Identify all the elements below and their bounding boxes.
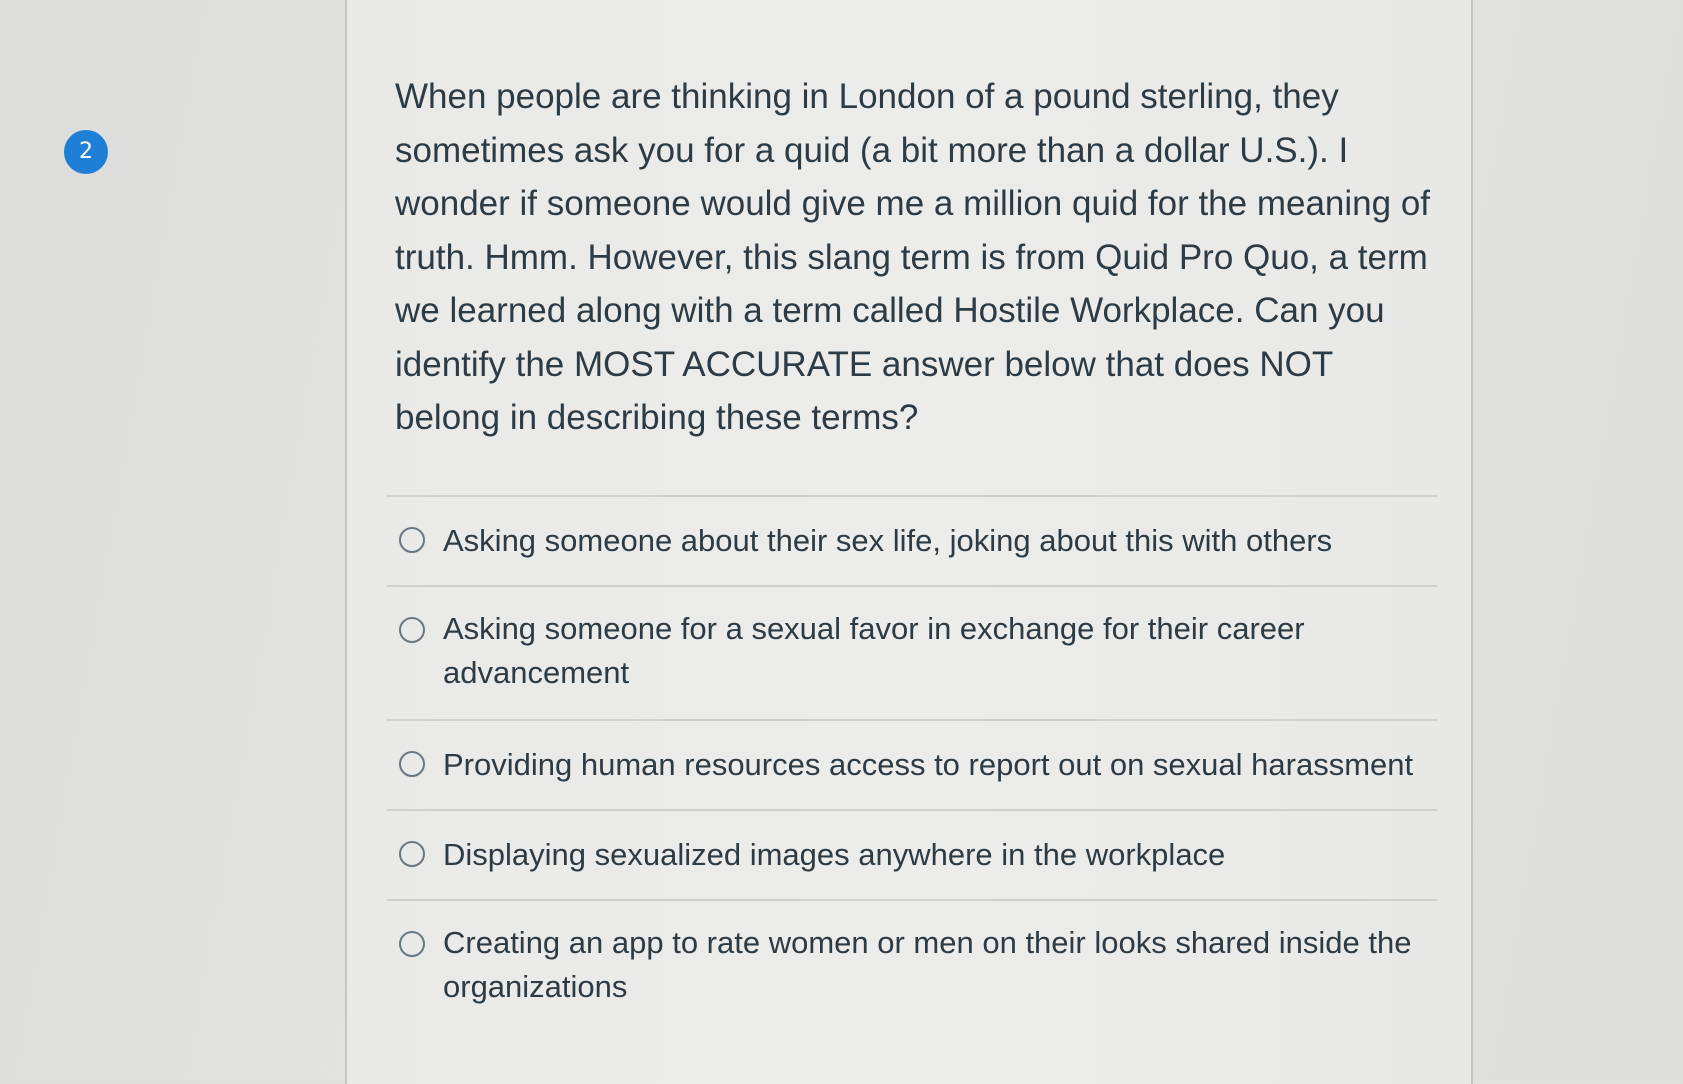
answer-option-1[interactable] bbox=[387, 497, 1437, 587]
answer-label: Providing human resources access to report out on sexual harassment bbox=[443, 747, 1414, 782]
answer-option-2[interactable] bbox=[387, 587, 1437, 721]
answer-option-4[interactable] bbox=[387, 811, 1437, 901]
radio-button-icon[interactable] bbox=[399, 617, 425, 643]
question-card bbox=[345, 0, 1473, 1084]
radio-button-icon[interactable] bbox=[399, 841, 425, 867]
answer-label: Asking someone for a sexual favor in exchange for their career advancement bbox=[443, 611, 1305, 690]
question-number-badge: 2 bbox=[64, 130, 108, 174]
answer-label: Asking someone about their sex life, joking about this with others bbox=[443, 523, 1333, 558]
answer-label: Displaying sexualized images anywhere in the workplace bbox=[443, 837, 1226, 872]
radio-button-icon[interactable] bbox=[399, 751, 425, 777]
answer-option-3[interactable] bbox=[387, 721, 1437, 811]
radio-button-icon[interactable] bbox=[399, 527, 425, 553]
answer-option-5[interactable] bbox=[387, 901, 1437, 1033]
radio-button-icon[interactable] bbox=[399, 931, 425, 957]
answer-label: Creating an app to rate women or men on their looks shared inside the organizations bbox=[443, 925, 1412, 1004]
answer-list bbox=[387, 495, 1437, 1033]
question-text: When people are thinking in London of a pound sterling, they sometimes ask you for a quid (a bit more than a dollar U.S.). I wonder if someone would give me a million quid for the meaning of truth. Hmm. However, this slang term is from Quid Pro Quo, a term we learned along with a term called Hostile Workplace. Can you identify the MOST ACCURATE answer below that does NOT belong in describing these terms? bbox=[395, 77, 1431, 437]
